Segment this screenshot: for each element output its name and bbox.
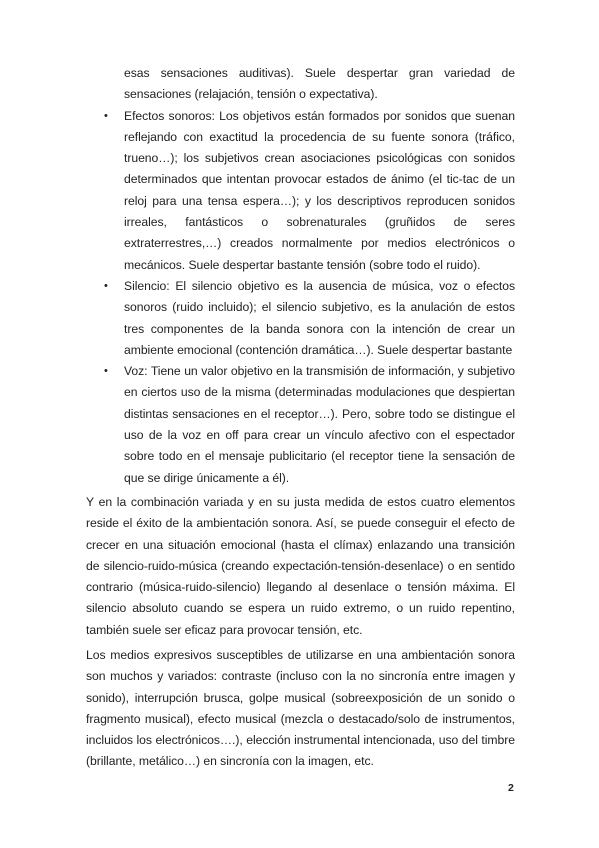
list-item <box>104 106 515 276</box>
list-item <box>104 276 515 361</box>
continued-text: esas sensaciones auditivas). Suele despertar gran variedad de sensaciones (relajación, tensión o expectativa). <box>124 66 515 102</box>
bullet-icon: • <box>104 365 108 378</box>
list-item-text: Silencio: El silencio objetivo es la ausencia de música, voz o efectos sonoros (ruido incluido); el silencio subjetivo, es la anulación de estos tres componentes de la banda sonora con la intención de crear un ambiente emocional (contención dramática…). Suele despertar bastante <box>124 278 515 357</box>
paragraph: Los medios expresivos susceptibles de utilizarse en una ambientación sonora son muchos y variados: contraste (incluso con la no sincronía entre imagen y sonido), interrupción brusca, golpe musical (sobreexposición de un sonido o fragmento musical), efecto musical (mezcla o destacado/solo de instrumentos, incluidos los electrónicos….), elección instrumental intencionada, uso del timbre (brillante, metálico…) en sincronía con la imagen, etc. <box>86 648 515 769</box>
bullet-icon: • <box>104 279 108 292</box>
list-item-text: Voz: Tiene un valor objetivo en la transmisión de información, y subjetivo en ciertos uso de la misma (determinadas modulaciones que despiertan distintas sensaciones en el receptor…). Pero, sobre todo se distingue el uso de la voz en off para crear un vínculo afectivo con el espectador sobre todo en el mensaje publicitario (el receptor tiene la sensación de que se dirige únicamente a él). <box>124 364 515 485</box>
paragraph: Y en la combinación variada y en su justa medida de estos cuatro elementos reside el éxito de la ambientación sonora. Así, se puede conseguir el efecto de crecer en una situación emocional (hasta el clímax) enlazando una transición de silencio-ruido-música (creando expectación-tensión-desenlace) o en sentido contrario (música-ruido-silencio) llegando al desenlace o tensión máxima. El silencio absoluto cuando se espera un ruido extremo, o un ruido repentino, también suele ser eficaz para provocar tensión, etc. <box>86 495 515 637</box>
bullet-icon: • <box>104 109 108 122</box>
list-item <box>104 361 515 489</box>
page-number: 2 <box>508 782 514 794</box>
list-item-text: Efectos sonoros: Los objetivos están formados por sonidos que suenan reflejando con exactitud la procedencia de su fuente sonora (tráfico, trueno…); los subjetivos crean asociaciones psicológicas con sonidos determinados que intentan provocar estados de ánimo (el tic-tac de un reloj para una tensa espera…); y los descriptivos reproducen sonidos irreales, fantásticos o sobrenaturales (gruñidos de seres extraterrestres,…) creados normalmente por medios electrónicos o mecánicos. Suele despertar bastante tensión (sobre todo el ruido). <box>124 108 515 272</box>
bullet-list <box>104 63 515 489</box>
